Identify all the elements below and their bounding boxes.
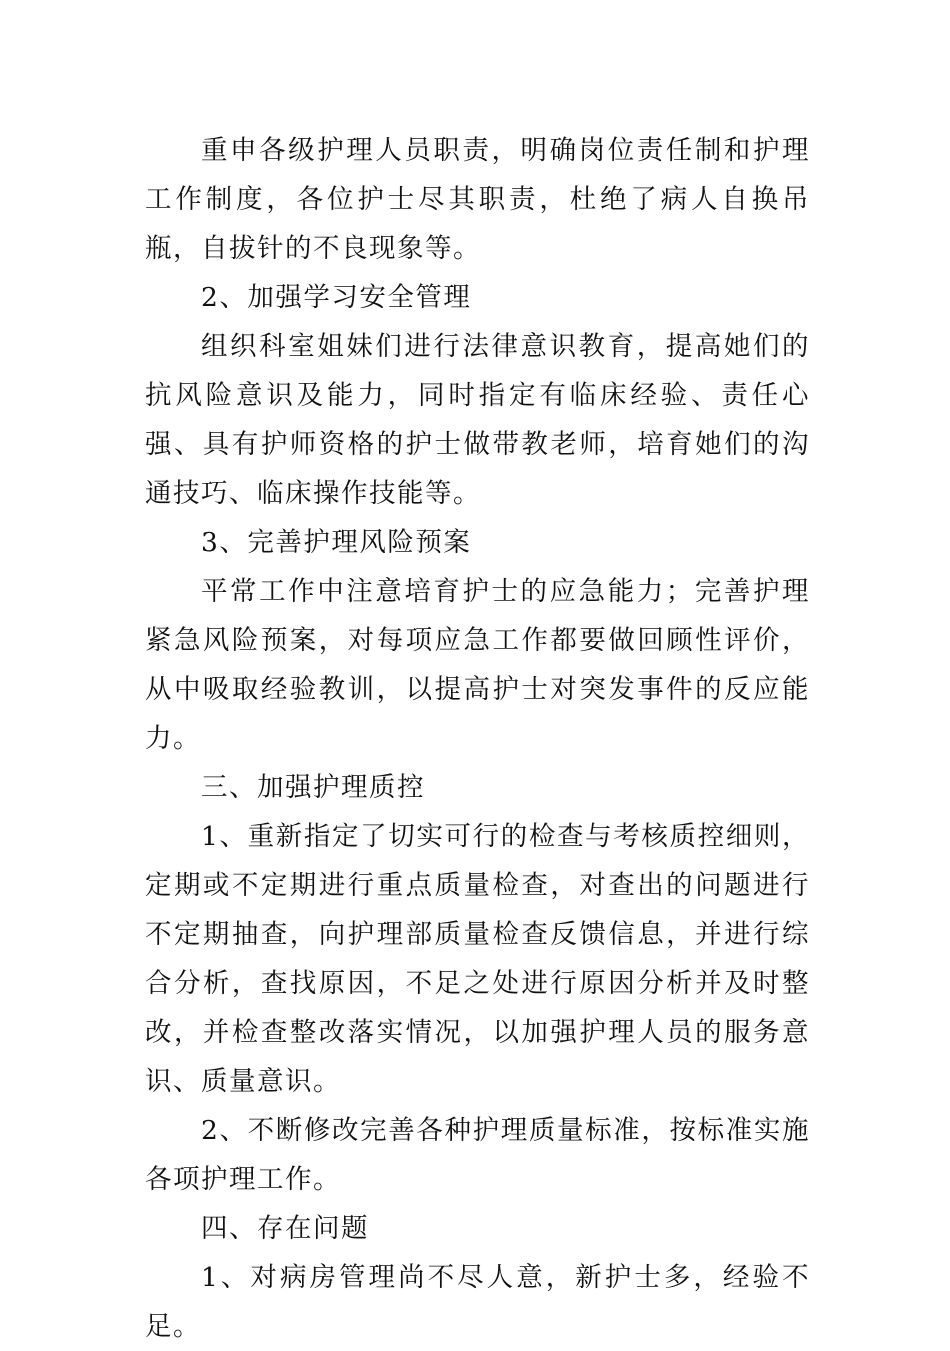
heading-quality-control: 三、加强护理质控 [201,772,425,803]
heading-existing-problems: 四、存在问题 [201,1213,369,1244]
paragraph-legal-education: 组织科室姐妹们进行法律意识教育，提高她们的抗风险意识及能力，同时指定有临床经验、责任心强、具有护师资格的护士做带教老师，培育她们的沟通技巧、临床操作技能等。 [145,331,810,509]
heading-safety-learning: 2、加强学习安全管理 [201,282,472,313]
heading-risk-plan: 3、完善护理风险预案 [201,527,472,558]
paragraph-inspection-rules: 1、重新指定了切实可行的检查与考核质控细则，定期或不定期进行重点质量检查，对查出的问题进行不定期抽查，向护理部质量检查反馈信息，并进行综合分析，查找原因，不足之处进行原因分析并及时整改，并检查整改落实情况，以加强护理人员的服务意识、质量意识。 [145,821,810,1097]
paragraph-ward-management: 1、对病房管理尚不尽人意，新护士多，经验不足。 [145,1262,810,1342]
paragraph-duty-reiteration: 重申各级护理人员职责，明确岗位责任制和护理工作制度，各位护士尽其职责，杜绝了病人自换吊瓶，自拔针的不良现象等。 [145,135,810,264]
paragraph-emergency-ability: 平常工作中注意培育护士的应急能力；完善护理紧急风险预案，对每项应急工作都要做回顾性评价，从中吸取经验教训，以提高护士对突发事件的反应能力。 [145,576,810,754]
paragraph-quality-standards: 2、不断修改完善各种护理质量标准，按标准实施各项护理工作。 [145,1115,810,1195]
document-body [145,126,810,1351]
